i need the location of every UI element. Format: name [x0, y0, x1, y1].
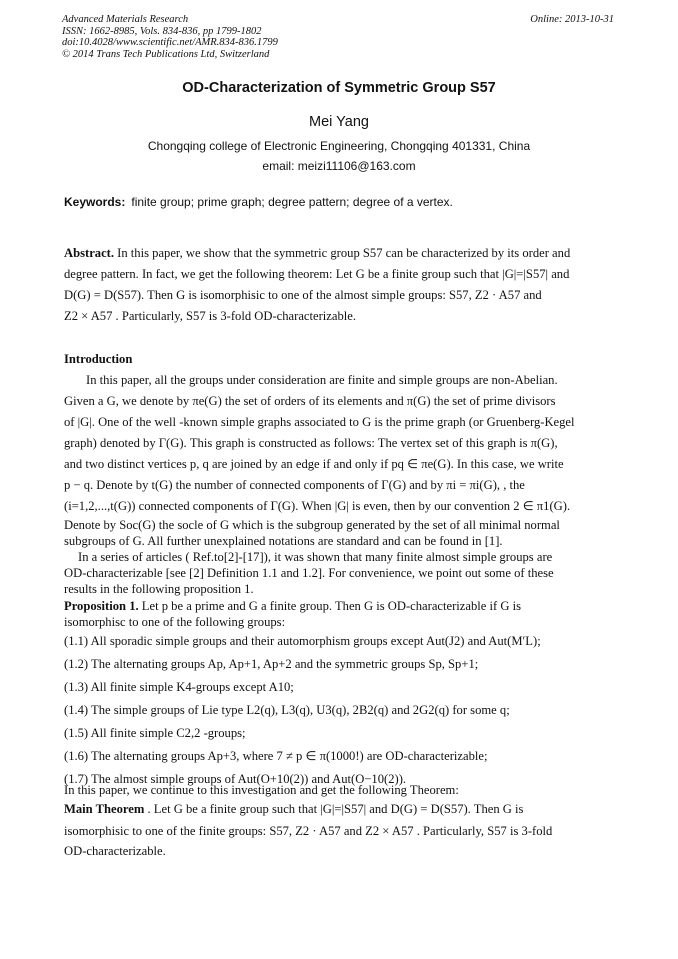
abstract-label: Abstract. [64, 246, 115, 260]
intro-line: In this paper, all the groups under consideration are finite and simple groups are non-Abelian. [86, 373, 558, 387]
intro-line: subgroups of G. All further unexplained notations are standard and can be found in [1]. [64, 534, 503, 548]
online-date: Online: 2013-10-31 [530, 14, 614, 25]
proposition-label: Proposition 1. [64, 599, 139, 613]
main-theorem-label: Main Theorem [64, 802, 145, 816]
intro-line: OD-characterizable [see [2] Definition 1.1 and 1.2]. For convenience, we point out some of these [64, 566, 554, 580]
main-theorem-block [64, 782, 614, 860]
proposition-item: (1.1) All sporadic simple groups and their automorphism groups except Aut(J2) and Aut(M′L); [64, 634, 541, 648]
intro-line: Denote by Soc(G) the socle of G which is the subgroup generated by the set of all minimal normal [64, 518, 560, 532]
paper-title: OD-Characterization of Symmetric Group S57 [182, 80, 496, 96]
abstract [64, 243, 614, 327]
main-theorem-text: OD-characterizable. [64, 844, 166, 858]
issn-line: ISSN: 1662-8985, Vols. 834-836, pp 1799-1802 [62, 25, 262, 37]
proposition-item: (1.6) The alternating groups Ap+3, where 7 ≠ p ∈ π(1000!) are OD-characterizable; [64, 749, 488, 763]
abstract-line: D(G) = D(S57). Then G is isomorphisic to one of the almost simple groups: S57, Z2 · A57 and [64, 288, 542, 302]
doi-line: doi:10.4028/www.scientific.net/AMR.834-836.1799 [62, 37, 278, 48]
intro-line: In a series of articles ( Ref.to[2]-[17]), it was shown that many finite almost simple groups are [78, 550, 553, 564]
keywords-label: Keywords: [64, 195, 126, 209]
affiliation: Chongqing college of Electronic Engineering, Chongqing 401331, China [147, 139, 531, 153]
proposition-item: (1.5) All finite simple C2,2 -groups; [64, 726, 246, 740]
journal-header [62, 14, 614, 60]
keywords-text: finite group; prime graph; degree pattern; degree of a vertex. [131, 195, 453, 209]
main-theorem-text: isomorphisic to one of the finite groups: S57, Z2 · A57 and Z2 × A57 . Particularly, S57 is 3-fold [64, 824, 553, 838]
intro-line: of |G|. One of the well -known simple graphs associated to G is the prime graph (or Gruenberg-Kegel [64, 415, 575, 429]
proposition-item: (1.3) All finite simple K4-groups except A10; [64, 680, 294, 694]
author-email: email: meizi11106@163.com [262, 159, 416, 173]
proposition-item: (1.7) The almost simple groups of Aut(O+10(2)) and Aut(O−10(2)). [64, 772, 407, 786]
proposition-text: isomorphisc to one of the following groups: [64, 615, 286, 629]
copyright-line: © 2014 Trans Tech Publications Ltd, Switzerland [62, 48, 270, 60]
keywords [64, 195, 453, 209]
intro-line: and two distinct vertices p, q are joined by an edge if and only if pq ∈ πe(G). In this case, we write [64, 457, 564, 471]
intro-line: graph) denoted by Γ(G). This graph is constructed as follows: The vertex set of this graph is π(G), [64, 436, 558, 450]
author-name: Mei Yang [309, 114, 369, 130]
continuation-line: In this paper, we continue to this investigation and get the following Theorem: [64, 783, 459, 797]
abstract-line: Z2 × A57 . Particularly, S57 is 3-fold OD-characterizable. [64, 309, 357, 323]
intro-line: results in the following proposition 1. [64, 582, 254, 596]
intro-line: (i=1,2,...,t(G)) connected components of Γ(G). When |G| is even, then by our convention 2 ∈ π1(G). [64, 499, 571, 513]
abstract-line: In this paper, we show that the symmetric group S57 can be characterized by its order and [117, 246, 571, 260]
abstract-line: degree pattern. In fact, we get the following theorem: Let G be a finite group such that |G|=|S57| and [64, 267, 570, 281]
main-theorem-text: . Let G be a finite group such that |G|=|S57| and D(G) = D(S57). Then G is [147, 802, 524, 816]
proposition-item: (1.2) The alternating groups Ap, Ap+1, Ap+2 and the symmetric groups Sp, Sp+1; [64, 657, 479, 671]
journal-name: Advanced Materials Research [62, 14, 189, 25]
proposition-item: (1.4) The simple groups of Lie type L2(q), L3(q), U3(q), 2B2(q) and 2G2(q) for some q; [64, 703, 510, 717]
proposition-1 [64, 598, 614, 791]
section-heading: Introduction [64, 352, 133, 366]
introduction [64, 349, 614, 597]
intro-line: p − q. Denote by t(G) the number of connected components of Γ(G) and by πi = πi(G), , the [64, 478, 525, 492]
intro-line: Given a G, we denote by πe(G) the set of orders of its elements and π(G) the set of prime divisors [64, 394, 556, 408]
proposition-text: Let p be a prime and G a finite group. Then G is OD-characterizable if G is [141, 599, 521, 613]
